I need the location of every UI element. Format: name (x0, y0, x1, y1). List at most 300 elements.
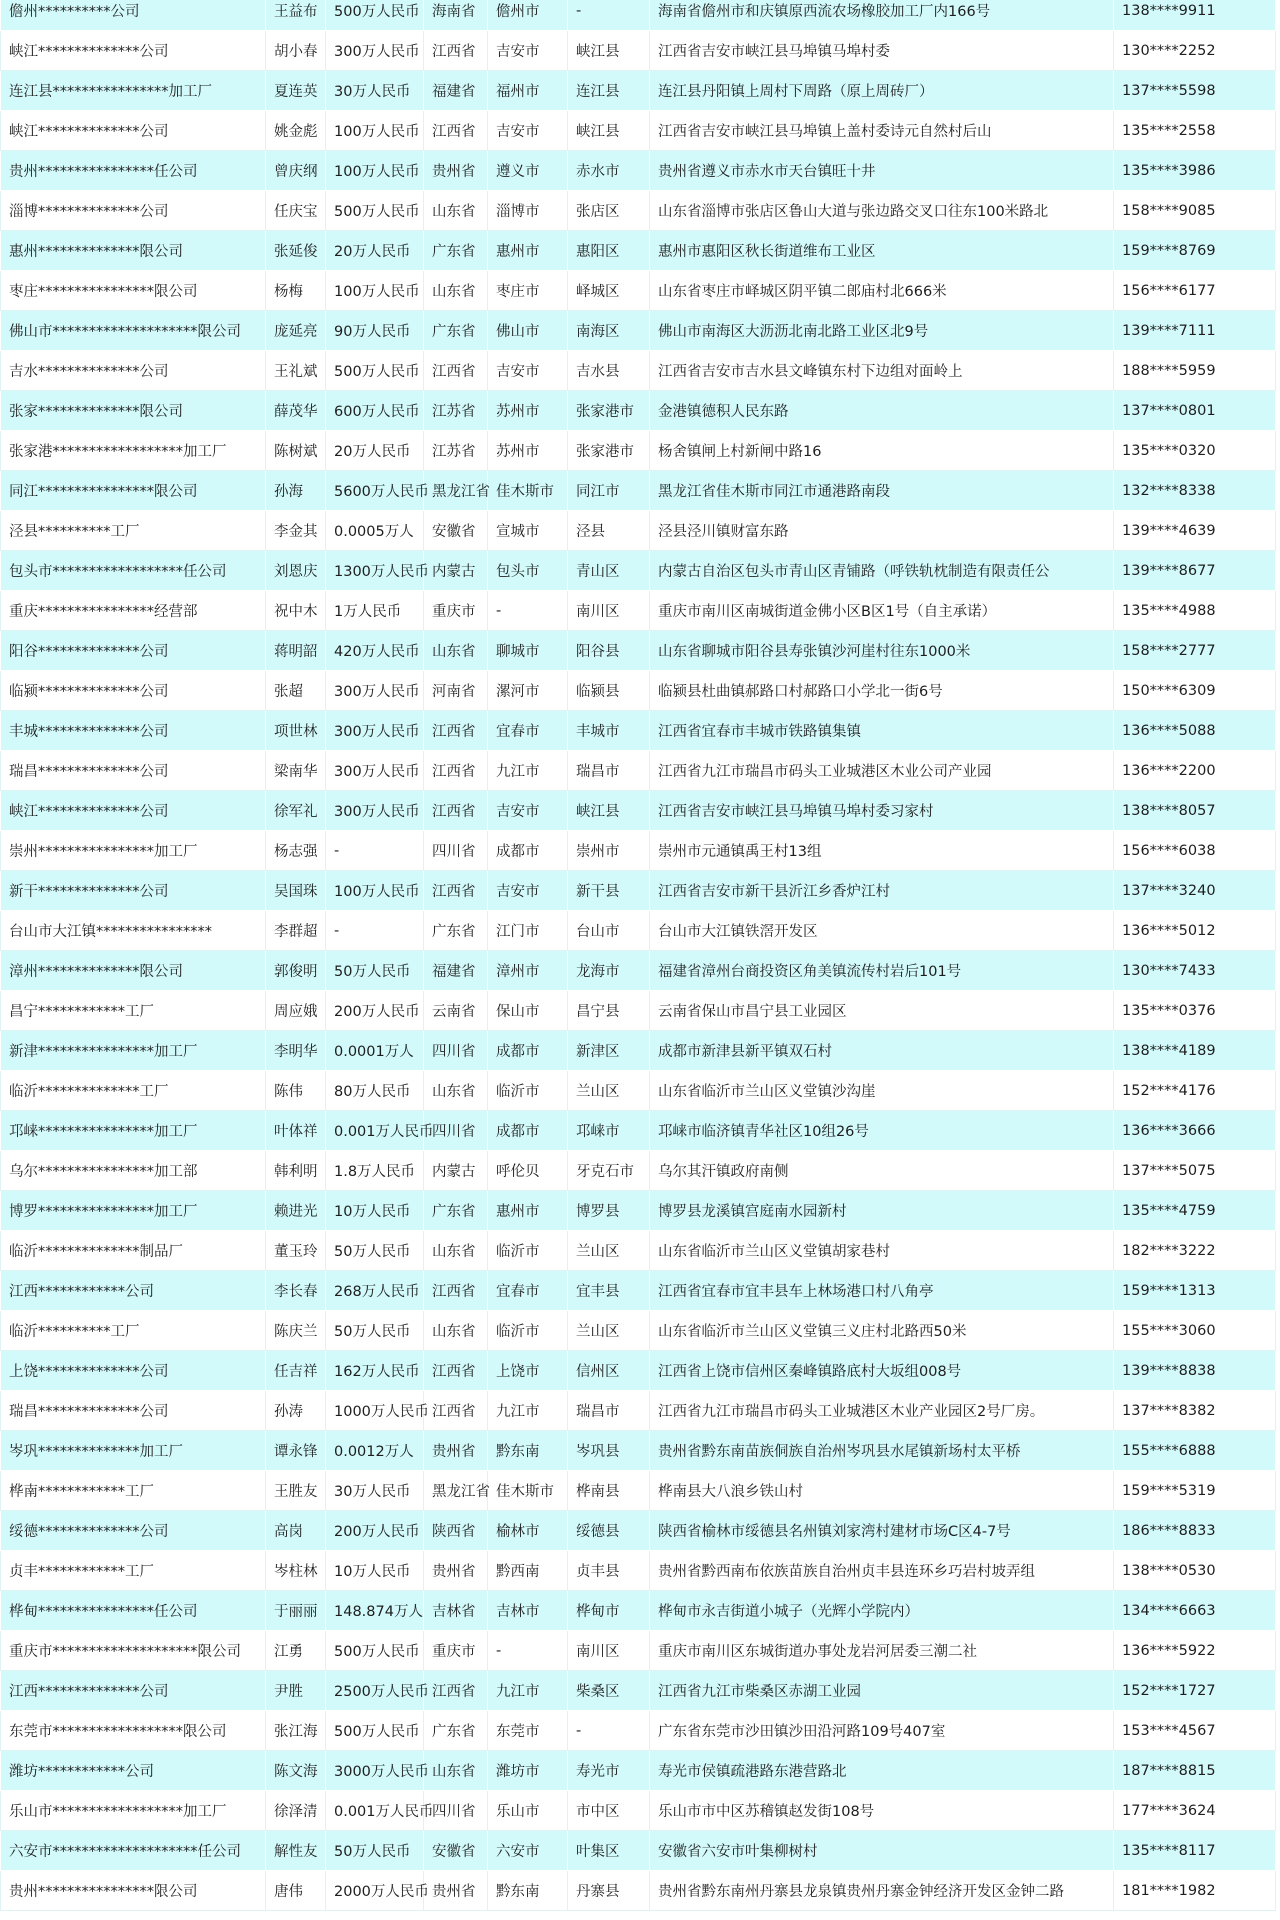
province-cell: 江西省 (424, 711, 488, 751)
province-cell: 江西省 (424, 351, 488, 391)
company-name-cell: 峡江**************公司 (1, 31, 266, 71)
company-name-cell: 同江****************限公司 (1, 471, 266, 511)
capital-cell: 300万人民币 (326, 791, 424, 831)
address-cell: 山东省枣庄市峄城区阴平镇二郎庙村北666米 (650, 271, 1114, 311)
address-cell: 安徽省六安市叶集柳树村 (650, 1831, 1114, 1871)
province-cell: 福建省 (424, 71, 488, 111)
phone-cell: 137****5075 (1114, 1151, 1276, 1191)
province-cell: 海南省 (424, 0, 488, 31)
table-row (1, 831, 1276, 871)
city-cell: 佳木斯市 (488, 1471, 568, 1511)
table-row (1, 471, 1276, 511)
table-row (1, 1311, 1276, 1351)
capital-cell: - (326, 831, 424, 871)
phone-cell: 155****3060 (1114, 1311, 1276, 1351)
company-name-cell: 潍坊************公司 (1, 1751, 266, 1791)
province-cell: 山东省 (424, 1751, 488, 1791)
company-name-cell: 新津****************加工厂 (1, 1031, 266, 1071)
capital-cell: 2000万人民币 (326, 1871, 424, 1911)
province-cell: 内蒙古 (424, 1151, 488, 1191)
phone-cell: 135****4759 (1114, 1191, 1276, 1231)
district-cell: 阳谷县 (568, 631, 650, 671)
address-cell: 台山市大江镇铁滘开发区 (650, 911, 1114, 951)
city-cell: 宜春市 (488, 711, 568, 751)
address-cell: 江西省宜春市丰城市铁路镇集镇 (650, 711, 1114, 751)
city-cell: 惠州市 (488, 1191, 568, 1231)
legal-rep-cell: 张江海 (266, 1711, 326, 1751)
district-cell: 赤水市 (568, 151, 650, 191)
address-cell: 乌尔其汗镇政府南侧 (650, 1151, 1114, 1191)
company-name-cell: 邛崃****************加工厂 (1, 1111, 266, 1151)
table-row (1, 191, 1276, 231)
district-cell: 台山市 (568, 911, 650, 951)
legal-rep-cell: 赖进光 (266, 1191, 326, 1231)
table-row (1, 951, 1276, 991)
table-row (1, 671, 1276, 711)
city-cell: 儋州市 (488, 0, 568, 31)
capital-cell: 50万人民币 (326, 1311, 424, 1351)
capital-cell: 500万人民币 (326, 1711, 424, 1751)
city-cell: 黔西南 (488, 1551, 568, 1591)
district-cell: 信州区 (568, 1351, 650, 1391)
legal-rep-cell: 任吉祥 (266, 1351, 326, 1391)
capital-cell: 300万人民币 (326, 671, 424, 711)
district-cell: 昌宁县 (568, 991, 650, 1031)
capital-cell: 80万人民币 (326, 1071, 424, 1111)
city-cell: 遵义市 (488, 151, 568, 191)
province-cell: 安徽省 (424, 511, 488, 551)
phone-cell: 155****6888 (1114, 1431, 1276, 1471)
legal-rep-cell: 江勇 (266, 1631, 326, 1671)
address-cell: 山东省临沂市兰山区义堂镇胡家巷村 (650, 1231, 1114, 1271)
legal-rep-cell: 胡小春 (266, 31, 326, 71)
legal-rep-cell: 姚金彪 (266, 111, 326, 151)
address-cell: 成都市新津县新平镇双石村 (650, 1031, 1114, 1071)
legal-rep-cell: 李长春 (266, 1271, 326, 1311)
phone-cell: 188****5959 (1114, 351, 1276, 391)
table-row (1, 1151, 1276, 1191)
address-cell: 江西省吉安市新干县沂江乡香炉江村 (650, 871, 1114, 911)
table-row (1, 71, 1276, 111)
district-cell: 兰山区 (568, 1071, 650, 1111)
address-cell: 泾县泾川镇财富东路 (650, 511, 1114, 551)
address-cell: 惠州市惠阳区秋长街道维布工业区 (650, 231, 1114, 271)
district-cell: 张家港市 (568, 391, 650, 431)
province-cell: 云南省 (424, 991, 488, 1031)
table-row (1, 1351, 1276, 1391)
city-cell: 九江市 (488, 751, 568, 791)
capital-cell: 2500万人民币 (326, 1671, 424, 1711)
district-cell: 市中区 (568, 1791, 650, 1831)
address-cell: 乐山市市中区苏稽镇赵发街108号 (650, 1791, 1114, 1831)
address-cell: 金港镇德积人民东路 (650, 391, 1114, 431)
capital-cell: 300万人民币 (326, 711, 424, 751)
address-cell: 山东省临沂市兰山区义堂镇三义庄村北路西50米 (650, 1311, 1114, 1351)
address-cell: 崇州市元通镇禹王村13组 (650, 831, 1114, 871)
district-cell: 峡江县 (568, 31, 650, 71)
phone-cell: 177****3624 (1114, 1791, 1276, 1831)
province-cell: 广东省 (424, 911, 488, 951)
province-cell: 江西省 (424, 871, 488, 911)
company-name-cell: 乌尔****************加工部 (1, 1151, 266, 1191)
province-cell: 广东省 (424, 1191, 488, 1231)
capital-cell: - (326, 911, 424, 951)
company-name-cell: 台山市大江镇**************** (1, 911, 266, 951)
address-cell: 贵州省黔东南州丹寨县龙泉镇贵州丹寨金钟经济开发区金钟二路 (650, 1871, 1114, 1911)
city-cell: 六安市 (488, 1831, 568, 1871)
phone-cell: 134****6663 (1114, 1591, 1276, 1631)
city-cell: 宜春市 (488, 1271, 568, 1311)
city-cell: 吉安市 (488, 31, 568, 71)
legal-rep-cell: 唐伟 (266, 1871, 326, 1911)
city-cell: 淄博市 (488, 191, 568, 231)
address-cell: 贵州省黔东南苗族侗族自治州岑巩县水尾镇新场村太平桥 (650, 1431, 1114, 1471)
district-cell: 峡江县 (568, 111, 650, 151)
province-cell: 广东省 (424, 231, 488, 271)
legal-rep-cell: 陈文海 (266, 1751, 326, 1791)
table-row (1, 1271, 1276, 1311)
legal-rep-cell: 庞延亮 (266, 311, 326, 351)
city-cell: 福州市 (488, 71, 568, 111)
city-cell: 呼伦贝 (488, 1151, 568, 1191)
district-cell: 桦甸市 (568, 1591, 650, 1631)
district-cell: - (568, 1711, 650, 1751)
province-cell: 安徽省 (424, 1831, 488, 1871)
district-cell: 兰山区 (568, 1231, 650, 1271)
district-cell: 泾县 (568, 511, 650, 551)
company-name-cell: 贵州****************限公司 (1, 1871, 266, 1911)
province-cell: 江苏省 (424, 431, 488, 471)
address-cell: 内蒙古自治区包头市青山区青铺路（呼铁轨枕制造有限责任公 (650, 551, 1114, 591)
legal-rep-cell: 曾庆纲 (266, 151, 326, 191)
table-row (1, 0, 1276, 31)
province-cell: 四川省 (424, 831, 488, 871)
province-cell: 山东省 (424, 1311, 488, 1351)
company-name-cell: 包头市******************任公司 (1, 551, 266, 591)
district-cell: 惠阳区 (568, 231, 650, 271)
capital-cell: 10万人民币 (326, 1551, 424, 1591)
district-cell: 张店区 (568, 191, 650, 231)
company-name-cell: 临沂**************工厂 (1, 1071, 266, 1111)
capital-cell: 500万人民币 (326, 0, 424, 31)
province-cell: 陕西省 (424, 1511, 488, 1551)
company-name-cell: 淄博**************公司 (1, 191, 266, 231)
capital-cell: 500万人民币 (326, 1631, 424, 1671)
phone-cell: 135****3986 (1114, 151, 1276, 191)
province-cell: 江西省 (424, 751, 488, 791)
phone-cell: 153****4567 (1114, 1711, 1276, 1751)
legal-rep-cell: 谭永锋 (266, 1431, 326, 1471)
table-row (1, 1031, 1276, 1071)
province-cell: 四川省 (424, 1031, 488, 1071)
district-cell: 吉水县 (568, 351, 650, 391)
address-cell: 江西省九江市瑞昌市码头工业城港区木业产业园区2号厂房。 (650, 1391, 1114, 1431)
phone-cell: 137****8382 (1114, 1391, 1276, 1431)
province-cell: 山东省 (424, 631, 488, 671)
province-cell: 广东省 (424, 311, 488, 351)
phone-cell: 152****4176 (1114, 1071, 1276, 1111)
address-cell: 连江县丹阳镇上周村下周路（原上周砖厂） (650, 71, 1114, 111)
city-cell: 九江市 (488, 1391, 568, 1431)
company-name-cell: 六安市********************任公司 (1, 1831, 266, 1871)
province-cell: 江西省 (424, 31, 488, 71)
company-name-cell: 重庆市********************限公司 (1, 1631, 266, 1671)
table-row (1, 111, 1276, 151)
province-cell: 重庆市 (424, 591, 488, 631)
capital-cell: 90万人民币 (326, 311, 424, 351)
province-cell: 重庆市 (424, 1631, 488, 1671)
legal-rep-cell: 周应娥 (266, 991, 326, 1031)
province-cell: 贵州省 (424, 1871, 488, 1911)
legal-rep-cell: 解性友 (266, 1831, 326, 1871)
phone-cell: 132****8338 (1114, 471, 1276, 511)
phone-cell: 136****2200 (1114, 751, 1276, 791)
company-name-cell: 重庆****************经营部 (1, 591, 266, 631)
legal-rep-cell: 薛茂华 (266, 391, 326, 431)
capital-cell: 300万人民币 (326, 751, 424, 791)
city-cell: 吉安市 (488, 351, 568, 391)
address-cell: 山东省临沂市兰山区义堂镇沙沟崖 (650, 1071, 1114, 1111)
legal-rep-cell: 岑柱林 (266, 1551, 326, 1591)
table-row (1, 1831, 1276, 1871)
company-name-cell: 贵州****************任公司 (1, 151, 266, 191)
company-name-cell: 东莞市******************限公司 (1, 1711, 266, 1751)
capital-cell: 3000万人民币 (326, 1751, 424, 1791)
city-cell: 江门市 (488, 911, 568, 951)
table-row (1, 1071, 1276, 1111)
capital-cell: 162万人民币 (326, 1351, 424, 1391)
company-name-cell: 临颍**************公司 (1, 671, 266, 711)
company-name-cell: 临沂**************制品厂 (1, 1231, 266, 1271)
table-row (1, 1431, 1276, 1471)
city-cell: 包头市 (488, 551, 568, 591)
phone-cell: 187****8815 (1114, 1751, 1276, 1791)
phone-cell: 135****0376 (1114, 991, 1276, 1031)
legal-rep-cell: 陈树斌 (266, 431, 326, 471)
phone-cell: 139****8838 (1114, 1351, 1276, 1391)
table-row (1, 751, 1276, 791)
capital-cell: 50万人民币 (326, 1831, 424, 1871)
province-cell: 江西省 (424, 111, 488, 151)
phone-cell: 150****6309 (1114, 671, 1276, 711)
district-cell: 峡江县 (568, 791, 650, 831)
company-name-cell: 枣庄****************限公司 (1, 271, 266, 311)
table-row (1, 1191, 1276, 1231)
phone-cell: 135****0320 (1114, 431, 1276, 471)
legal-rep-cell: 高岗 (266, 1511, 326, 1551)
address-cell: 贵州省黔西南布依族苗族自治州贞丰县连环乡巧岩村坡弄组 (650, 1551, 1114, 1591)
city-cell: - (488, 1631, 568, 1671)
company-name-cell: 江西************公司 (1, 1271, 266, 1311)
phone-cell: 186****8833 (1114, 1511, 1276, 1551)
city-cell: - (488, 591, 568, 631)
address-cell: 云南省保山市昌宁县工业园区 (650, 991, 1114, 1031)
city-cell: 成都市 (488, 1031, 568, 1071)
province-cell: 贵州省 (424, 151, 488, 191)
company-name-cell: 绥德**************公司 (1, 1511, 266, 1551)
city-cell: 漯河市 (488, 671, 568, 711)
phone-cell: 137****3240 (1114, 871, 1276, 911)
district-cell: 贞丰县 (568, 1551, 650, 1591)
table-row (1, 1791, 1276, 1831)
capital-cell: 0.0012万人 (326, 1431, 424, 1471)
district-cell: 丰城市 (568, 711, 650, 751)
table-row (1, 311, 1276, 351)
company-name-cell: 博罗****************加工厂 (1, 1191, 266, 1231)
province-cell: 福建省 (424, 951, 488, 991)
legal-rep-cell: 陈庆兰 (266, 1311, 326, 1351)
company-name-cell: 岑巩**************加工厂 (1, 1431, 266, 1471)
legal-rep-cell: 任庆宝 (266, 191, 326, 231)
city-cell: 漳州市 (488, 951, 568, 991)
address-cell: 江西省九江市瑞昌市码头工业城港区木业公司产业园 (650, 751, 1114, 791)
district-cell: 博罗县 (568, 1191, 650, 1231)
company-name-cell: 峡江**************公司 (1, 111, 266, 151)
table-row (1, 871, 1276, 911)
city-cell: 黔东南 (488, 1871, 568, 1911)
legal-rep-cell: 尹胜 (266, 1671, 326, 1711)
table-row (1, 1711, 1276, 1751)
capital-cell: 50万人民币 (326, 1231, 424, 1271)
legal-rep-cell: 项世林 (266, 711, 326, 751)
legal-rep-cell: 董玉玲 (266, 1231, 326, 1271)
address-cell: 临颍县杜曲镇郝路口村郝路口小学北一街6号 (650, 671, 1114, 711)
district-cell: 新津区 (568, 1031, 650, 1071)
district-cell: - (568, 0, 650, 31)
province-cell: 江西省 (424, 1351, 488, 1391)
city-cell: 聊城市 (488, 631, 568, 671)
city-cell: 临沂市 (488, 1071, 568, 1111)
legal-rep-cell: 叶体祥 (266, 1111, 326, 1151)
city-cell: 宣城市 (488, 511, 568, 551)
district-cell: 绥德县 (568, 1511, 650, 1551)
table-body (1, 0, 1276, 1911)
address-cell: 江西省吉安市峡江县马埠镇马埠村委习家村 (650, 791, 1114, 831)
capital-cell: 50万人民币 (326, 951, 424, 991)
company-name-cell: 漳州**************限公司 (1, 951, 266, 991)
company-name-cell: 丰城**************公司 (1, 711, 266, 751)
table-row (1, 1871, 1276, 1911)
district-cell: 岑巩县 (568, 1431, 650, 1471)
province-cell: 山东省 (424, 191, 488, 231)
table-row (1, 31, 1276, 71)
city-cell: 保山市 (488, 991, 568, 1031)
district-cell: 连江县 (568, 71, 650, 111)
company-name-cell: 昌宁************工厂 (1, 991, 266, 1031)
phone-cell: 138****8057 (1114, 791, 1276, 831)
company-name-cell: 桦甸****************任公司 (1, 1591, 266, 1631)
phone-cell: 139****7111 (1114, 311, 1276, 351)
city-cell: 临沂市 (488, 1231, 568, 1271)
company-name-cell: 乐山市******************加工厂 (1, 1791, 266, 1831)
table-row (1, 711, 1276, 751)
district-cell: 丹寨县 (568, 1871, 650, 1911)
address-cell: 黑龙江省佳木斯市同江市通港路南段 (650, 471, 1114, 511)
city-cell: 吉安市 (488, 871, 568, 911)
district-cell: 龙海市 (568, 951, 650, 991)
capital-cell: 268万人民币 (326, 1271, 424, 1311)
address-cell: 江西省宜春市宜丰县车上林场港口村八角亭 (650, 1271, 1114, 1311)
legal-rep-cell: 梁南华 (266, 751, 326, 791)
company-name-cell: 瑞昌**************公司 (1, 1391, 266, 1431)
district-cell: 牙克石市 (568, 1151, 650, 1191)
district-cell: 柴桑区 (568, 1671, 650, 1711)
address-cell: 杨舍镇闸上村新闸中路16 (650, 431, 1114, 471)
table-row (1, 351, 1276, 391)
table-row (1, 271, 1276, 311)
phone-cell: 135****2558 (1114, 111, 1276, 151)
address-cell: 山东省聊城市阳谷县寿张镇沙河崖村往东1000米 (650, 631, 1114, 671)
table-row (1, 991, 1276, 1031)
legal-rep-cell: 夏连英 (266, 71, 326, 111)
capital-cell: 1万人民币 (326, 591, 424, 631)
city-cell: 东莞市 (488, 1711, 568, 1751)
legal-rep-cell: 于丽丽 (266, 1591, 326, 1631)
company-name-cell: 新干**************公司 (1, 871, 266, 911)
district-cell: 崇州市 (568, 831, 650, 871)
district-cell: 南川区 (568, 1631, 650, 1671)
company-name-cell: 阳谷**************公司 (1, 631, 266, 671)
province-cell: 四川省 (424, 1791, 488, 1831)
capital-cell: 420万人民币 (326, 631, 424, 671)
capital-cell: 30万人民币 (326, 1471, 424, 1511)
district-cell: 瑞昌市 (568, 751, 650, 791)
capital-cell: 500万人民币 (326, 191, 424, 231)
district-cell: 南川区 (568, 591, 650, 631)
address-cell: 福建省漳州台商投资区角美镇流传村岩后101号 (650, 951, 1114, 991)
province-cell: 贵州省 (424, 1551, 488, 1591)
capital-cell: 200万人民币 (326, 1511, 424, 1551)
phone-cell: 158****9085 (1114, 191, 1276, 231)
district-cell: 南海区 (568, 311, 650, 351)
capital-cell: 1300万人民币 (326, 551, 424, 591)
address-cell: 重庆市南川区东城街道办事处龙岩河居委三潮二社 (650, 1631, 1114, 1671)
capital-cell: 200万人民币 (326, 991, 424, 1031)
legal-rep-cell: 刘恩庆 (266, 551, 326, 591)
capital-cell: 20万人民币 (326, 231, 424, 271)
capital-cell: 100万人民币 (326, 151, 424, 191)
province-cell: 江苏省 (424, 391, 488, 431)
table-row (1, 1391, 1276, 1431)
capital-cell: 100万人民币 (326, 111, 424, 151)
legal-rep-cell: 韩利明 (266, 1151, 326, 1191)
table-row (1, 231, 1276, 271)
address-cell: 桦南县大八浪乡铁山村 (650, 1471, 1114, 1511)
capital-cell: 500万人民币 (326, 351, 424, 391)
phone-cell: 136****3666 (1114, 1111, 1276, 1151)
company-name-cell: 儋州**********公司 (1, 0, 266, 31)
company-name-cell: 连江县****************加工厂 (1, 71, 266, 111)
address-cell: 江西省上饶市信州区秦峰镇路底村大坂组008号 (650, 1351, 1114, 1391)
table-row (1, 1111, 1276, 1151)
capital-cell: 100万人民币 (326, 271, 424, 311)
city-cell: 成都市 (488, 1111, 568, 1151)
company-name-cell: 佛山市********************限公司 (1, 311, 266, 351)
address-cell: 江西省吉安市峡江县马埠镇马埠村委 (650, 31, 1114, 71)
table-row (1, 1471, 1276, 1511)
district-cell: 临颍县 (568, 671, 650, 711)
legal-rep-cell: 李群超 (266, 911, 326, 951)
legal-rep-cell: 吴国珠 (266, 871, 326, 911)
address-cell: 江西省吉安市吉水县文峰镇东村下边组对面岭上 (650, 351, 1114, 391)
legal-rep-cell: 杨志强 (266, 831, 326, 871)
legal-rep-cell: 陈伟 (266, 1071, 326, 1111)
city-cell: 佳木斯市 (488, 471, 568, 511)
capital-cell: 0.001万人民币 (326, 1791, 424, 1831)
company-name-cell: 江西**************公司 (1, 1671, 266, 1711)
phone-cell: 137****5598 (1114, 71, 1276, 111)
table-row (1, 1551, 1276, 1591)
